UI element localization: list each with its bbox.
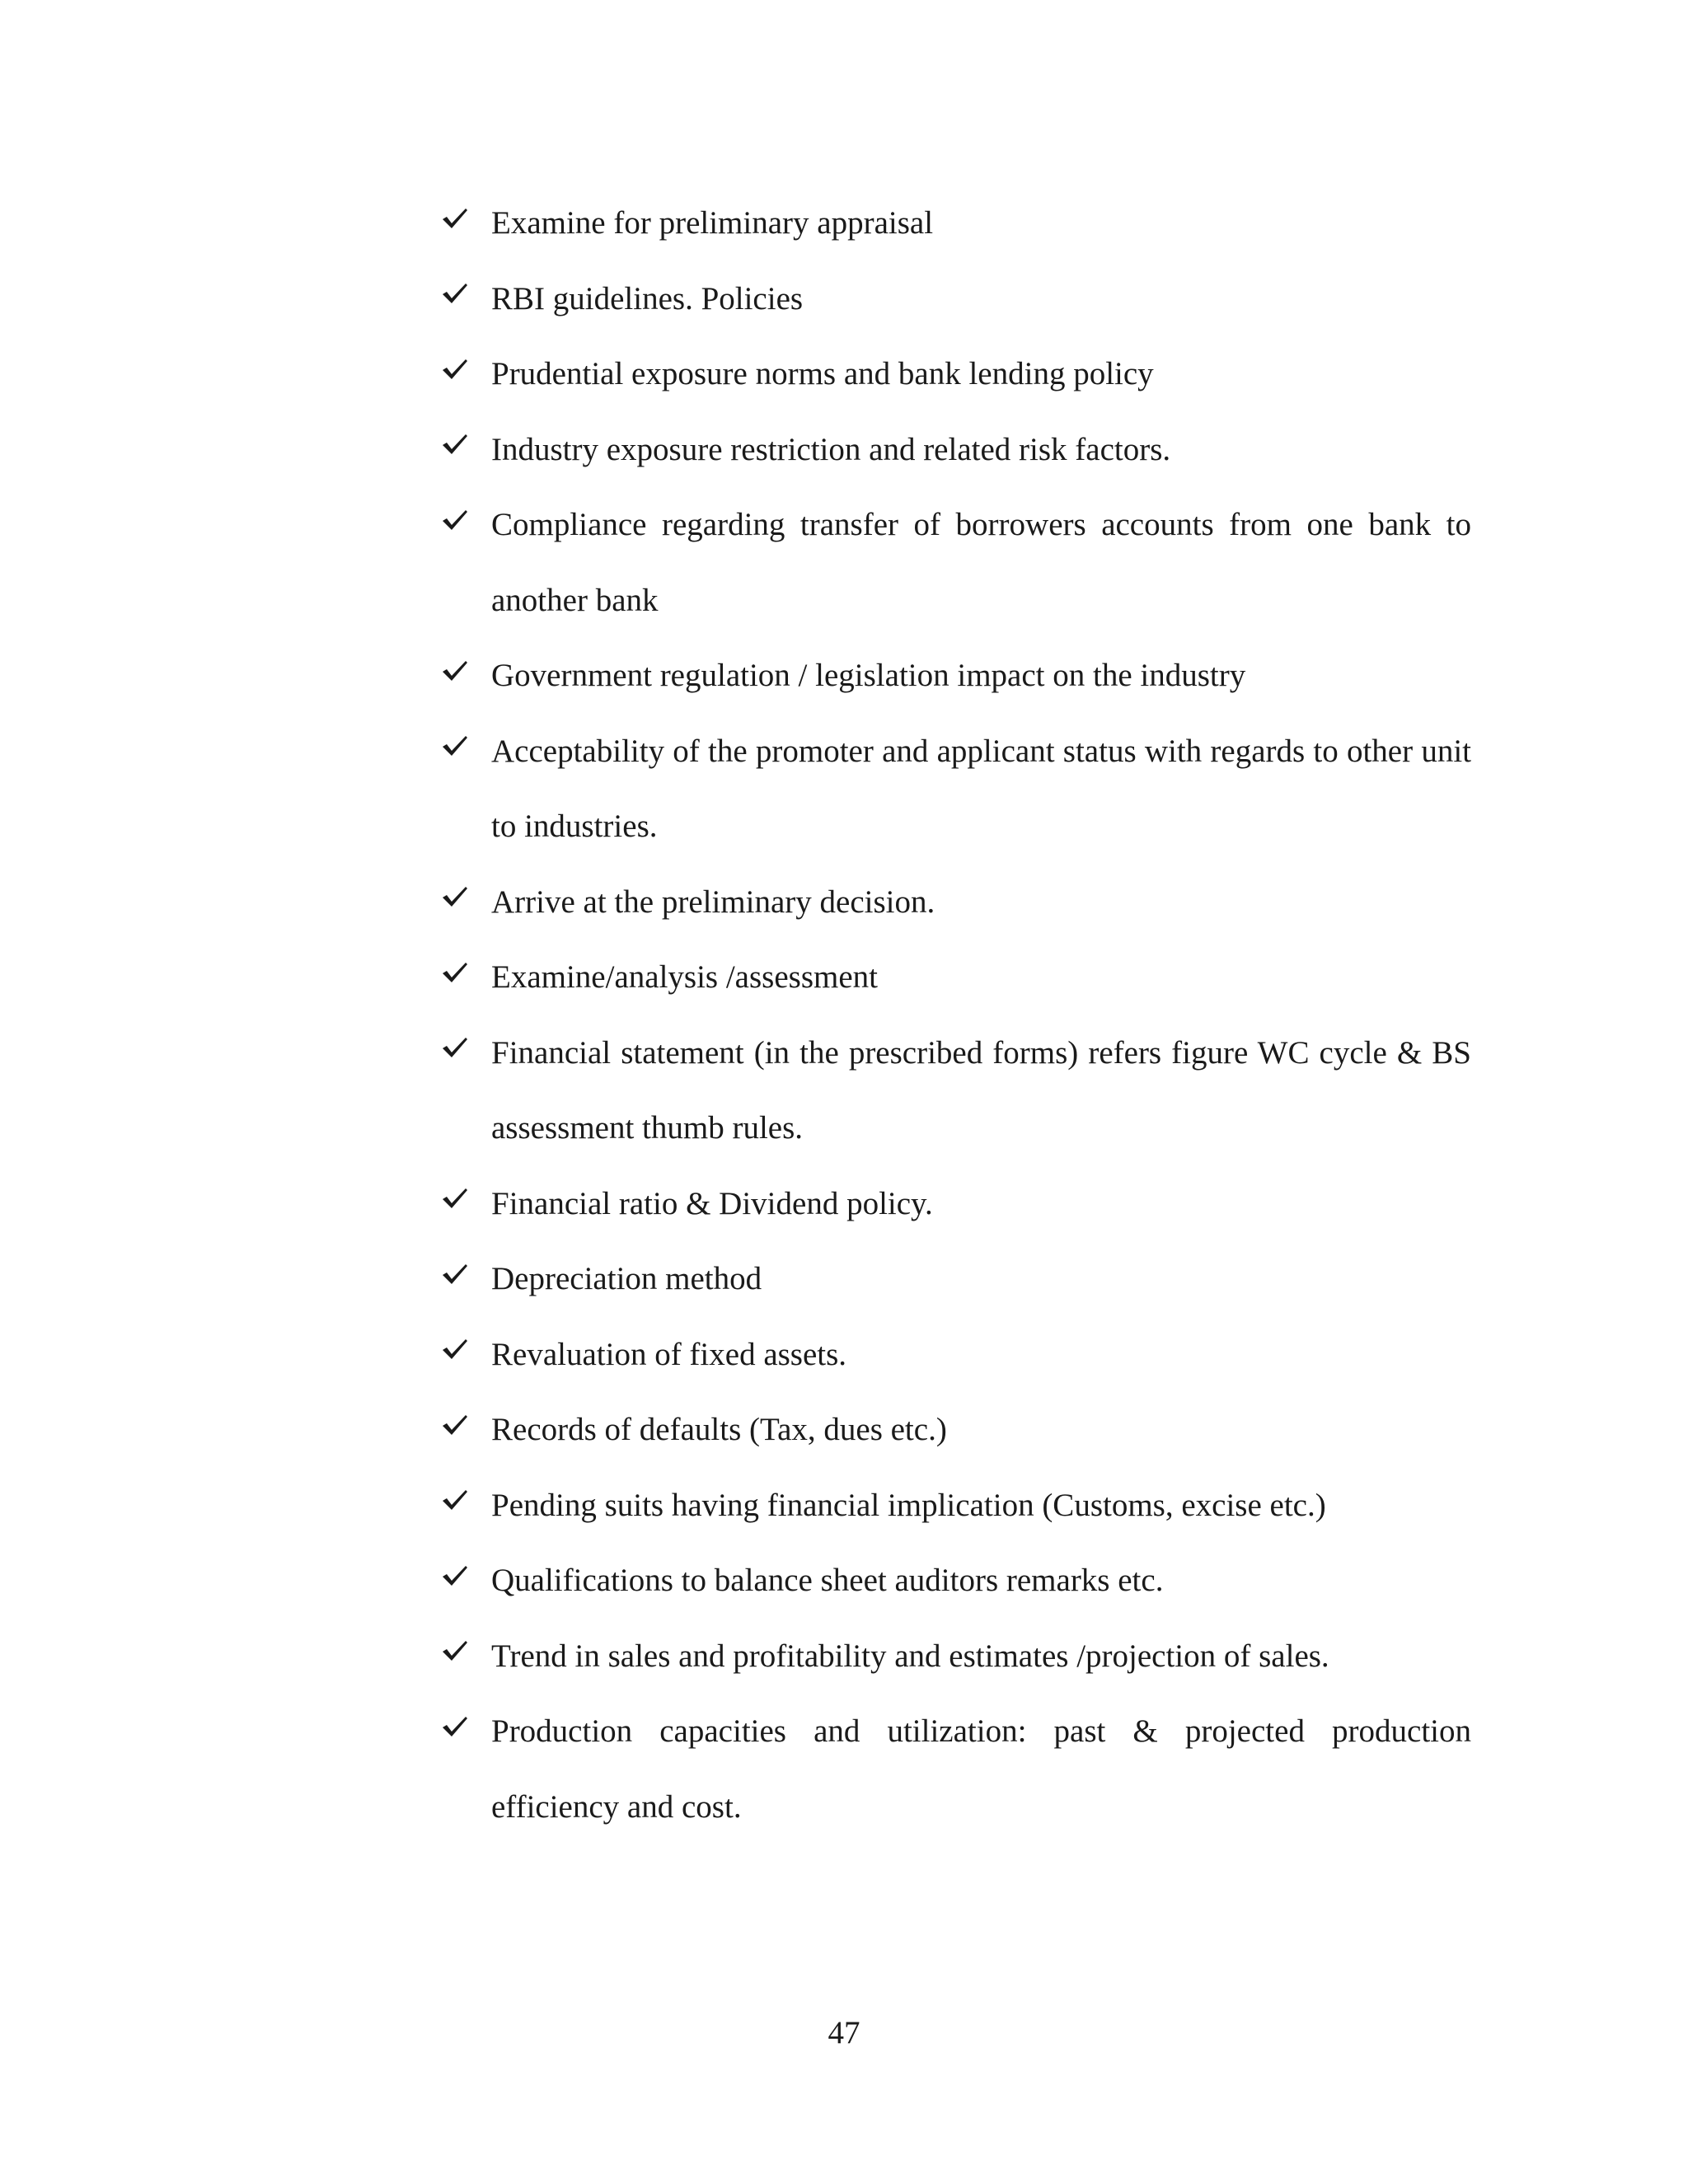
list-item-text: RBI guidelines. Policies xyxy=(491,280,804,316)
check-icon xyxy=(441,865,474,940)
check-icon xyxy=(441,1241,474,1317)
list-item xyxy=(441,1543,1471,1619)
check-icon xyxy=(441,261,474,337)
list-item xyxy=(441,1468,1471,1544)
list-item xyxy=(441,1392,1471,1468)
list-item xyxy=(441,336,1471,412)
check-icon xyxy=(441,638,474,714)
list-item-text: Qualifications to balance sheet auditors remarks etc. xyxy=(491,1563,1164,1598)
list-item-text: Financial statement (in the prescribed forms) refers figure WC cycle & BS assessment thumb rules. xyxy=(491,1034,1471,1146)
list-item xyxy=(441,940,1471,1015)
list-item-text: Revaluation of fixed assets. xyxy=(491,1336,847,1372)
check-icon xyxy=(441,1543,474,1619)
list-item-text: Industry exposure restriction and related risk factors. xyxy=(491,431,1171,467)
list-item-text: Trend in sales and profitability and estimates /projection of sales. xyxy=(491,1638,1329,1674)
list-item-text: Pending suits having financial implication (Customs, excise etc.) xyxy=(491,1487,1326,1523)
checklist xyxy=(441,185,1471,1844)
list-item xyxy=(441,1166,1471,1242)
list-item xyxy=(441,1694,1471,1844)
list-item-text: Depreciation method xyxy=(491,1261,762,1296)
check-icon xyxy=(441,412,474,488)
list-item xyxy=(441,638,1471,714)
check-icon xyxy=(441,1317,474,1393)
list-item xyxy=(441,261,1471,337)
check-icon xyxy=(441,1468,474,1544)
list-item xyxy=(441,1241,1471,1317)
list-item xyxy=(441,185,1471,261)
list-item xyxy=(441,1619,1471,1694)
list-item xyxy=(441,487,1471,638)
list-item-text: Compliance regarding transfer of borrowers accounts from one bank to another bank xyxy=(491,507,1471,618)
list-item xyxy=(441,1317,1471,1393)
check-icon xyxy=(441,1694,474,1769)
list-item-text: Acceptability of the promoter and applicant status with regards to other unit to industries. xyxy=(491,733,1471,844)
list-item-text: Financial ratio & Dividend policy. xyxy=(491,1185,933,1221)
check-icon xyxy=(441,336,474,412)
list-item-text: Government regulation / legislation impact on the industry xyxy=(491,658,1246,693)
check-icon xyxy=(441,714,474,790)
list-item-text: Examine for preliminary appraisal xyxy=(491,205,934,241)
list-item-text: Prudential exposure norms and bank lending policy xyxy=(491,356,1154,391)
check-icon xyxy=(441,1015,474,1091)
list-item-text: Examine/analysis /assessment xyxy=(491,959,878,995)
check-icon xyxy=(441,487,474,563)
list-item-text: Arrive at the preliminary decision. xyxy=(491,883,935,920)
list-item-text: Production capacities and utilization: past & projected production efficiency and cost. xyxy=(491,1713,1471,1825)
check-icon xyxy=(441,1392,474,1468)
list-item xyxy=(441,714,1471,865)
list-item xyxy=(441,865,1471,940)
list-item-text: Records of defaults (Tax, dues etc.) xyxy=(491,1412,947,1447)
check-icon xyxy=(441,940,474,1015)
list-item xyxy=(441,412,1471,488)
check-icon xyxy=(441,185,474,261)
check-icon xyxy=(441,1619,474,1694)
page-number: 47 xyxy=(828,2015,860,2050)
check-icon xyxy=(441,1166,474,1242)
list-item xyxy=(441,1015,1471,1166)
